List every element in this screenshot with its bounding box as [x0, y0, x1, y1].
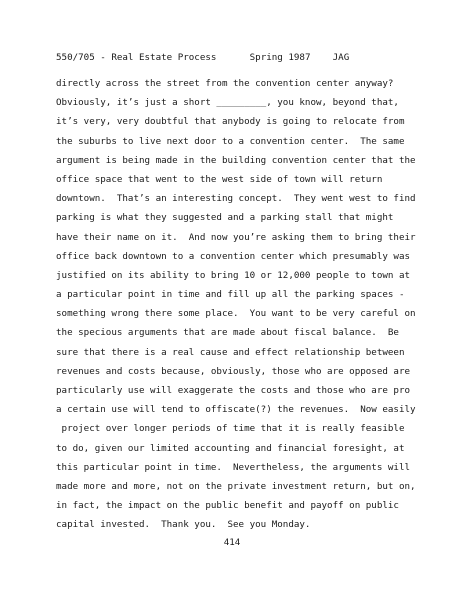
text-line: downtown. That’s an interesting concept. They went west to find — [56, 193, 416, 205]
text-line: Obviously, it’s just a short _________, you know, beyond that, — [56, 97, 399, 109]
text-line: to do, given our limited accounting and financial foresight, at — [56, 442, 405, 454]
text-line: the suburbs to live next door to a convention center. The same — [56, 135, 405, 147]
text-line: parking is what they suggested and a parking stall that might — [56, 212, 394, 224]
text-line: project over longer periods of time that it is really feasible — [56, 423, 405, 435]
text-line: justified on its ability to bring 10 or 12,000 people to town at — [56, 269, 411, 281]
header-initials: JAG — [332, 52, 350, 63]
header-course: 550/705 - Real Estate Process — [56, 52, 217, 63]
text-line: office space that went to the west side of town will return — [56, 173, 383, 185]
text-line: something wrong there some place. You want to be very careful on — [56, 308, 416, 320]
text-line: this particular point in time. Nevertheless, the arguments will — [56, 461, 411, 473]
text-line: made more and more, not on the private investment return, but on, — [56, 480, 416, 492]
header-term: Spring 1987 — [249, 52, 311, 63]
text-line: the specious arguments that are made about fiscal balance. Be — [56, 327, 399, 339]
page-header — [56, 52, 349, 64]
transcript-body — [56, 74, 416, 535]
text-line: particularly use will exaggerate the costs and those who are pro — [56, 385, 411, 396]
text-line: have their name on it. And now you’re asking them to bring their — [56, 231, 416, 243]
text-line: revenues and costs because, obviously, those who are opposed are — [56, 365, 411, 377]
text-line: sure that there is a real cause and effect relationship between — [56, 346, 405, 358]
text-line: directly across the street from the convention center anyway? — [56, 78, 394, 89]
text-line: a particular point in time and fill up all the parking spaces - — [56, 289, 405, 301]
page-number: 414 — [223, 537, 241, 548]
text-line: a certain use will tend to offiscate(?) the revenues. Now easily — [56, 404, 416, 416]
text-line: office back downtown to a convention center which presumably was — [56, 250, 411, 262]
text-line: capital invested. Thank you. See you Monday. — [56, 519, 311, 531]
text-line: argument is being made in the building convention center that the — [56, 154, 416, 166]
text-line: in fact, the impact on the public benefit and payoff on public — [56, 500, 399, 512]
text-line: it’s very, very doubtful that anybody is going to relocate from — [56, 116, 405, 128]
